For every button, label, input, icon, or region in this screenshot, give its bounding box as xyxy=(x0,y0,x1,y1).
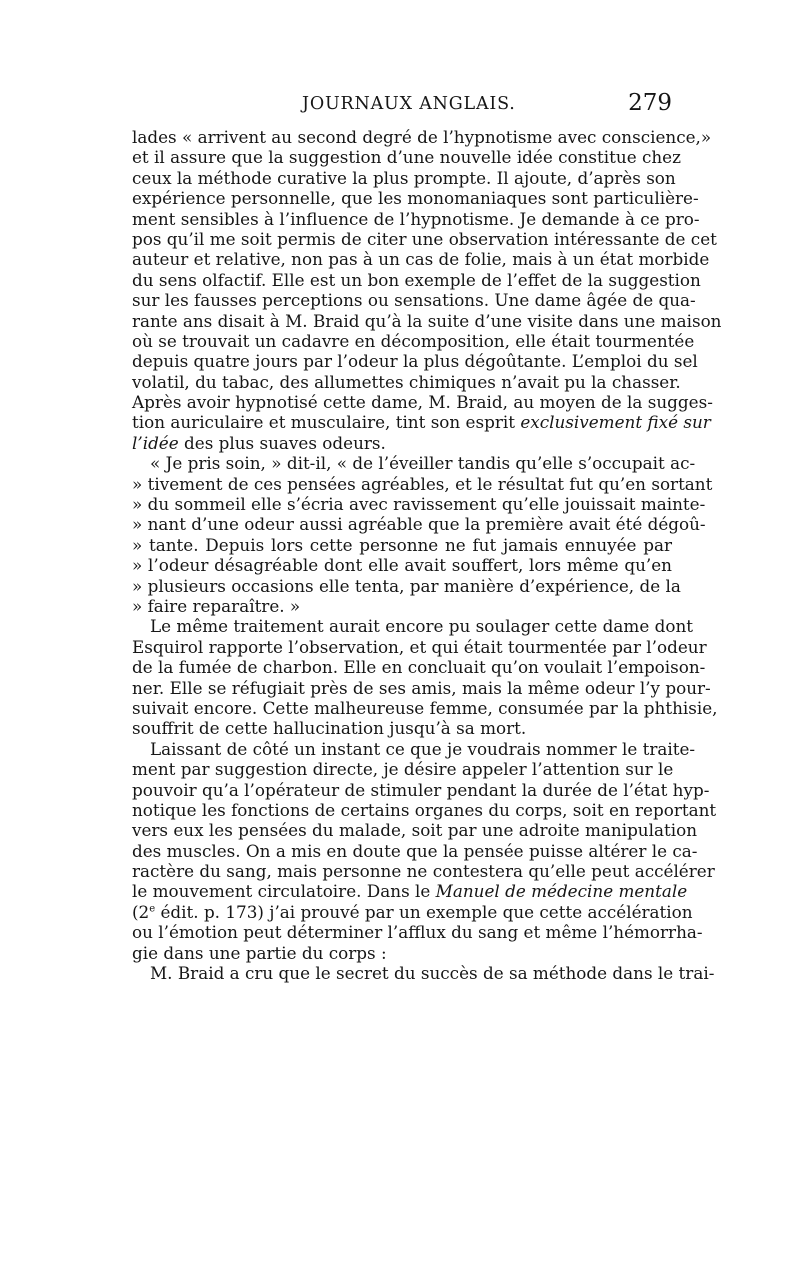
text-line: de la fumée de charbon. Elle en concluait qu’on voulait l’empoison- xyxy=(132,657,706,678)
text-line: notique les fonctions de certains organes du corps, soit en reportant xyxy=(132,799,717,820)
body-text xyxy=(132,127,722,984)
text-line: gie dans une partie du corps : xyxy=(132,942,387,963)
text-line: du sens olfactif. Elle est un bon exemple de l’effet de la suggestion xyxy=(132,269,701,290)
text-run: édit. p. 173) j’ai prouvé par un exemple que cette accélération xyxy=(155,901,693,922)
quote-line: » du sommeil elle s’écria avec ravissement qu’elle jouissait mainte- xyxy=(132,494,706,515)
text-line: souffrit de cette hallucination jusqu’à sa mort. xyxy=(132,718,527,739)
text-line: ment sensibles à l’influence de l’hypnotisme. Je demande à ce pro- xyxy=(132,208,700,229)
text-line: ractère du sang, mais personne ne contestera qu’elle peut accélérer xyxy=(132,861,715,882)
italic-run: exclusivement fixé sur xyxy=(520,412,711,433)
text-line: rante ans disait à M. Braid qu’à la suite d’une visite dans une maison xyxy=(132,310,722,331)
text-line: ner. Elle se réfugiait près de ses amis, mais la même odeur l’y pour- xyxy=(132,677,711,698)
text-line-with-italic xyxy=(132,412,711,433)
text-line-with-italic xyxy=(132,881,688,902)
text-line: vers eux les pensées du malade, soit par une adroite manipulation xyxy=(132,820,698,841)
text-line-with-superscript xyxy=(132,901,693,922)
text-line: Esquirol rapporte l’observation, et qui était tourmentée par l’odeur xyxy=(132,636,707,657)
text-line: Le même traitement aurait encore pu soulager cette dame dont xyxy=(150,616,693,637)
quote-line: » tivement de ces pensées agréables, et le résultat fut qu’en sortant xyxy=(132,473,713,494)
running-title: JOURNAUX ANGLAIS. xyxy=(302,94,516,114)
quote-line: » tante. Depuis lors cette personne ne fut jamais ennuyée par xyxy=(132,534,672,555)
text-line: ceux la méthode curative la plus prompte. Il ajoute, d’après son xyxy=(132,167,676,188)
text-line: pos qu’il me soit permis de citer une observation intéressante de cet xyxy=(132,228,717,249)
text-line: Laissant de côté un instant ce que je voudrais nommer le traite- xyxy=(150,738,696,759)
quote-line: » l’odeur désagréable dont elle avait souffert, lors même qu’en xyxy=(132,555,672,576)
text-line: volatil, du tabac, des allumettes chimiques n’avait pu la chasser. xyxy=(132,371,681,392)
quote-line: » faire reparaître. » xyxy=(132,595,301,616)
quote-line: « Je pris soin, » dit-il, « de l’éveiller tandis qu’elle s’occupait ac- xyxy=(150,453,696,474)
text-line: expérience personnelle, que les monomaniaques sont particulière- xyxy=(132,188,699,209)
text-line: M. Braid a cru que le secret du succès de sa méthode dans le trai- xyxy=(150,963,715,984)
text-run: tion auriculaire et musculaire, tint son esprit xyxy=(132,412,515,433)
text-line: pouvoir qu’a l’opérateur de stimuler pendant la durée de l’état hyp- xyxy=(132,779,710,800)
text-line: où se trouvait un cadavre en décomposition, elle était tourmentée xyxy=(132,330,695,351)
quote-line: » nant d’une odeur aussi agréable que la première avait été dégoû- xyxy=(132,514,706,535)
text-line: Après avoir hypnotisé cette dame, M. Braid, au moyen de la sugges- xyxy=(132,392,713,413)
text-line: ou l’émotion peut déterminer l’afflux du sang et même l’hémorrha- xyxy=(132,922,703,943)
text-run: des plus suaves odeurs. xyxy=(178,432,386,453)
quote-line: » plusieurs occasions elle tenta, par manière d’expérience, de la xyxy=(132,575,681,596)
italic-run: Manuel de médecine mentale xyxy=(435,881,688,902)
italic-run: l’idée xyxy=(132,432,179,453)
text-line: lades « arrivent au second degré de l’hypnotisme avec conscience,» xyxy=(132,127,712,147)
running-head xyxy=(132,90,672,122)
text-line: auteur et relative, non pas à un cas de folie, mais à un état morbide xyxy=(132,249,710,270)
text-line: des muscles. On a mis en doute que la pensée puisse altérer le ca- xyxy=(132,840,698,861)
text-line-with-italic xyxy=(132,433,672,453)
text-run: le mouvement circulatoire. Dans le xyxy=(132,881,431,902)
text-run: (2 xyxy=(132,901,150,922)
text-line: et il assure que la suggestion d’une nouvelle idée constitue chez xyxy=(132,147,681,168)
text-line: depuis quatre jours par l’odeur la plus dégoûtante. L’emploi du sel xyxy=(132,351,698,372)
text-line: ment par suggestion directe, je désire appeler l’attention sur le xyxy=(132,759,674,780)
text-line: sur les fausses perceptions ou sensations. Une dame âgée de qua- xyxy=(132,290,696,311)
superscript: e xyxy=(149,903,156,915)
text-line: suivait encore. Cette malheureuse femme, consumée par la phthisie, xyxy=(132,697,718,718)
page-number: 279 xyxy=(628,90,672,116)
